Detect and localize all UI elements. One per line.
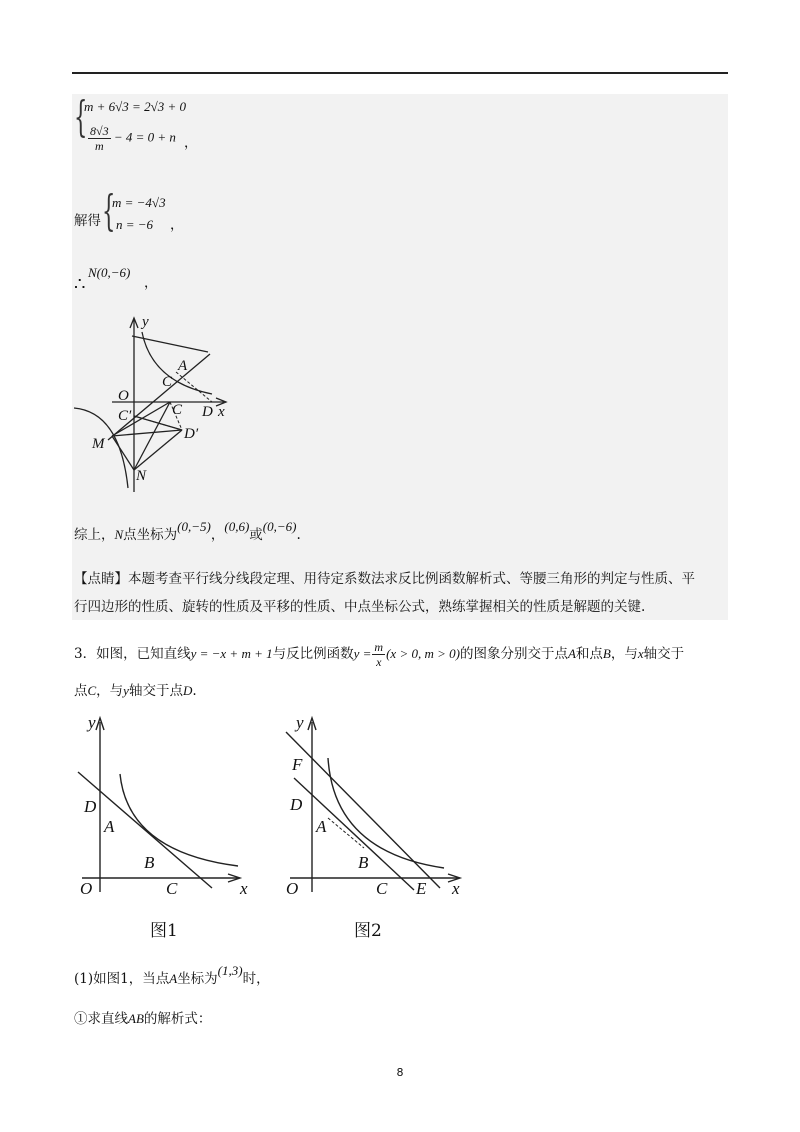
- seg-M-N: [112, 436, 134, 470]
- solution-eq1: m = −4√3: [112, 195, 166, 210]
- part1q-end: 的解析式：: [143, 1011, 212, 1027]
- problem3-B: B: [602, 646, 611, 661]
- label-D-prime: D′: [184, 426, 199, 442]
- summary-point2: (0,6): [224, 519, 250, 534]
- eq2-denominator: m: [94, 139, 104, 153]
- fig1-hyperbola: [120, 774, 238, 866]
- hyperbola-q1: [142, 332, 212, 394]
- fig1-label-A: A: [104, 817, 115, 836]
- problem3-axis-x: 轴交于: [643, 646, 685, 662]
- problem3-func-y: y =: [353, 646, 372, 661]
- solution-eq2: n = −6: [116, 217, 154, 232]
- problem3-mid: 与反比例函数: [272, 646, 354, 662]
- problem3-line2-c: 轴交于点: [128, 683, 183, 699]
- solution-brace: {: [102, 186, 116, 235]
- therefore-symbol: ∴: [74, 274, 86, 295]
- problem3-line1: [74, 640, 684, 669]
- seg-M-Dp: [112, 430, 182, 436]
- fig2-dash-AB: [328, 818, 364, 848]
- part1-A: A: [169, 971, 178, 986]
- label-C-upper: C: [162, 374, 173, 390]
- problem3-after: 的图象分别交于点: [459, 646, 568, 662]
- part1-question: [74, 1010, 211, 1028]
- therefore-comma: ，: [144, 275, 158, 291]
- problem3-y: y: [123, 683, 129, 698]
- fig1-label-y: y: [88, 713, 96, 732]
- fig2-label-A: A: [316, 817, 327, 836]
- fig1-label-C: C: [166, 879, 178, 898]
- label-C-prime: C′: [118, 408, 132, 424]
- func-numerator: m: [374, 640, 384, 654]
- comment-line1: [74, 570, 695, 588]
- comment-tag: 【点睛】: [74, 571, 128, 587]
- summary-prefix: 综上，: [74, 527, 115, 543]
- fig1-label-x: x: [240, 879, 248, 898]
- summary-line: [74, 519, 301, 544]
- system1-comma: ，: [184, 135, 198, 151]
- part1-mid: 坐标为: [177, 971, 218, 987]
- label-D: D: [202, 404, 213, 420]
- problem3-after2: ，与: [610, 646, 638, 662]
- fig1-label-O: O: [80, 879, 93, 898]
- part1-line: [74, 963, 270, 988]
- summary-end: .: [296, 527, 301, 543]
- label-C: C: [172, 402, 183, 418]
- dash-Cp-Dp: [134, 416, 182, 430]
- eq2-numerator: 8√3: [90, 124, 109, 138]
- line-top: [132, 336, 208, 352]
- summary-point3: (0,−6): [262, 519, 297, 534]
- problem3-line2-a: 点: [74, 683, 88, 699]
- part1q-AB: AB: [128, 1011, 144, 1026]
- fig2-hyperbola: [328, 758, 444, 868]
- summary-sep1: ，: [210, 527, 225, 543]
- summary-var: N: [114, 527, 124, 542]
- page-number: 8: [396, 1066, 404, 1079]
- part1q-prefix: ①求直线: [74, 1011, 128, 1027]
- label-M: M: [92, 436, 105, 452]
- system1-eq1: m + 6√3 = 2√3 + 0: [84, 99, 186, 114]
- header-rule: [72, 72, 728, 74]
- summary-middle: 点坐标为: [123, 527, 178, 543]
- part1-end: 时，: [242, 971, 270, 987]
- figure-2: [272, 708, 472, 898]
- comment-line2: 行四边形的性质、旋转的性质及平移的性质、中点坐标公式，熟练掌握相关的性质是解题的关键.: [74, 599, 646, 615]
- label-y: y: [142, 314, 149, 330]
- fig2-label-y: y: [296, 713, 304, 732]
- system1-eq2: [88, 124, 176, 153]
- solution-prefix: 解得: [74, 213, 101, 229]
- fig2-caption: 图2: [354, 921, 382, 941]
- fig2-label-B: B: [358, 853, 369, 872]
- problem3-D: D: [182, 683, 193, 698]
- problem3-func-cond: (x > 0, m > 0): [386, 646, 460, 661]
- dash-A-D: [176, 372, 212, 402]
- label-x: x: [218, 404, 225, 420]
- fig2-label-D: D: [290, 795, 303, 814]
- summary-or: 或: [249, 527, 263, 543]
- therefore-point: N(0,−6): [88, 265, 131, 280]
- summary-point1: (0,−5): [177, 519, 211, 534]
- label-N: N: [136, 468, 147, 484]
- fig2-label-C: C: [376, 879, 388, 898]
- fig1-label-B: B: [144, 853, 155, 872]
- label-O: O: [118, 388, 129, 404]
- seg-N-Dp: [134, 430, 182, 470]
- fig1-caption: 图1: [150, 921, 178, 941]
- problem3-C: C: [87, 683, 97, 698]
- problem3-line2-d: .: [192, 683, 197, 699]
- problem3-A: A: [567, 646, 576, 661]
- fig2-label-E: E: [416, 879, 427, 898]
- func-denominator: x: [376, 655, 382, 669]
- figure-1: [72, 708, 272, 898]
- fig1-label-D: D: [84, 797, 97, 816]
- problem3-number: 3．如图，已知直线: [74, 646, 191, 662]
- fig2-label-O: O: [286, 879, 299, 898]
- problem3-line2-b: ，与: [96, 683, 124, 699]
- problem3-x: x: [637, 646, 644, 661]
- eq2-rest: − 4 = 0 + n: [113, 129, 176, 145]
- problem3-line-expr: y = −x + m + 1: [190, 646, 273, 661]
- part1-prefix: (1)如图1，当点: [74, 971, 170, 987]
- comment-text1: 本题考查平行线分线段定理、用待定系数法求反比例函数解析式、等腰三角形的判定与性质、平: [128, 571, 695, 587]
- fig2-label-x: x: [452, 879, 460, 898]
- solution-comma: ，: [170, 217, 184, 233]
- left-brace: {: [74, 92, 88, 141]
- geometry-figure-top: [72, 312, 242, 498]
- problem3-and: 和点: [575, 646, 603, 662]
- part1-coord: (1,3): [217, 963, 243, 978]
- problem3-line2: [74, 682, 197, 700]
- fig2-label-F: F: [292, 755, 303, 774]
- label-A: A: [178, 358, 188, 374]
